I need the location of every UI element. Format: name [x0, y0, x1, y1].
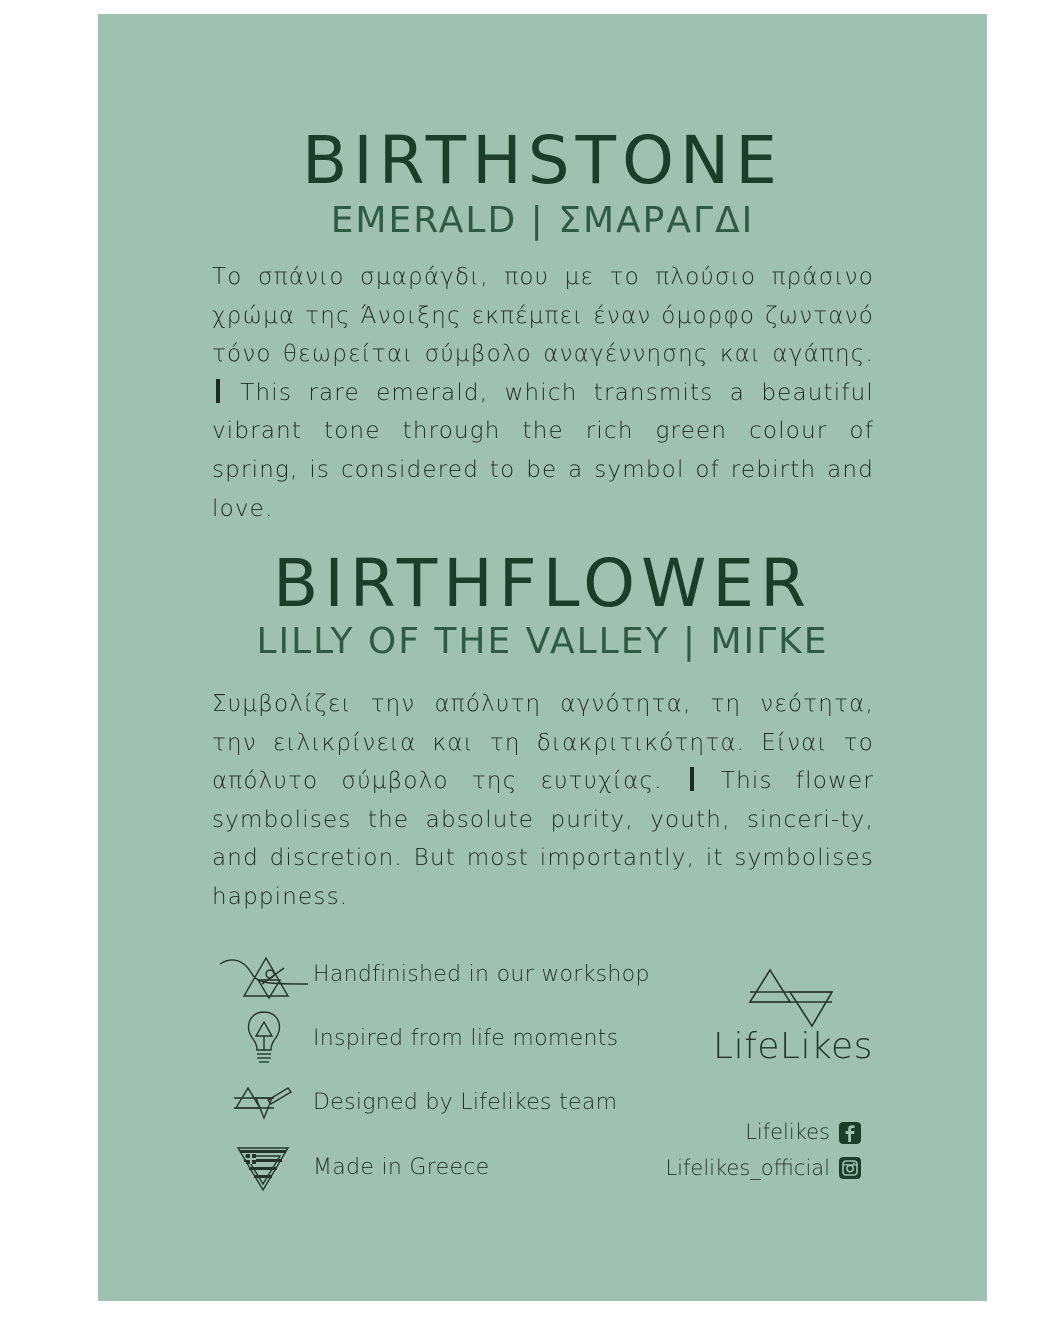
product-card: [98, 14, 987, 1301]
birthstone-subheading: EMERALD | ΣΜΑΡΑΓΔΙ: [330, 200, 755, 241]
feature-label-made-in-greece: Made in Greece: [313, 1155, 490, 1180]
lifelikes-triangles-logo-icon: [746, 966, 838, 1028]
brand-name: LifeLikes: [713, 1026, 873, 1067]
birthflower-text-english: This flower symbolises the absolute purity, youth, sinceri-ty, and discretion. But most importantly, it symbolises happiness.: [212, 768, 874, 910]
instagram-handle[interactable]: Lifelikes_official: [665, 1156, 830, 1180]
birthstone-heading: BIRTHSTONE: [302, 122, 783, 199]
design-pen-icon: [234, 1084, 294, 1124]
lightbulb-icon: [244, 1010, 284, 1068]
birthstone-text-greek: Το σπάνιο σμαράγδι, που με το πλούσιο πράσινο χρώμα της Άνοιξης εκπέμπει έναν όμορφο ζωντανό τόνο θεωρείται σύμβολο αναγέννησης και αγάπης.: [212, 264, 874, 368]
birthflower-subheading: LILLY OF THE VALLEY | ΜΙΓΚΕ: [256, 621, 829, 662]
facebook-icon[interactable]: [839, 1122, 861, 1144]
birthflower-text-greek: Συμβολίζει την απόλυτη αγνότητα, τη νεότητα, την ειλικρίνεια και τη διακριτικότητα. Είναι το απόλυτο σύμβολο της ευτυχίας.: [212, 691, 874, 795]
separator-bar: [690, 767, 694, 791]
separator-bar: [216, 379, 220, 403]
feature-label-designed: Designed by Lifelikes team: [313, 1090, 618, 1115]
handfinished-icon: [218, 954, 310, 1000]
birthstone-text-english: This rare emerald, which transmits a beautiful vibrant tone through the rich green colour of spring, is considered to be a symbol of rebirth and love.: [212, 379, 875, 522]
feature-label-handfinished: Handfinished in our workshop: [313, 962, 650, 987]
instagram-icon[interactable]: [839, 1157, 861, 1179]
birthflower-heading: BIRTHFLOWER: [273, 545, 812, 622]
greek-flag-triangle-icon: [236, 1146, 290, 1192]
birthflower-description: [212, 685, 874, 917]
feature-label-inspired: Inspired from life moments: [313, 1026, 619, 1051]
birthstone-description: [212, 258, 874, 528]
facebook-handle[interactable]: Lifelikes: [745, 1120, 830, 1144]
